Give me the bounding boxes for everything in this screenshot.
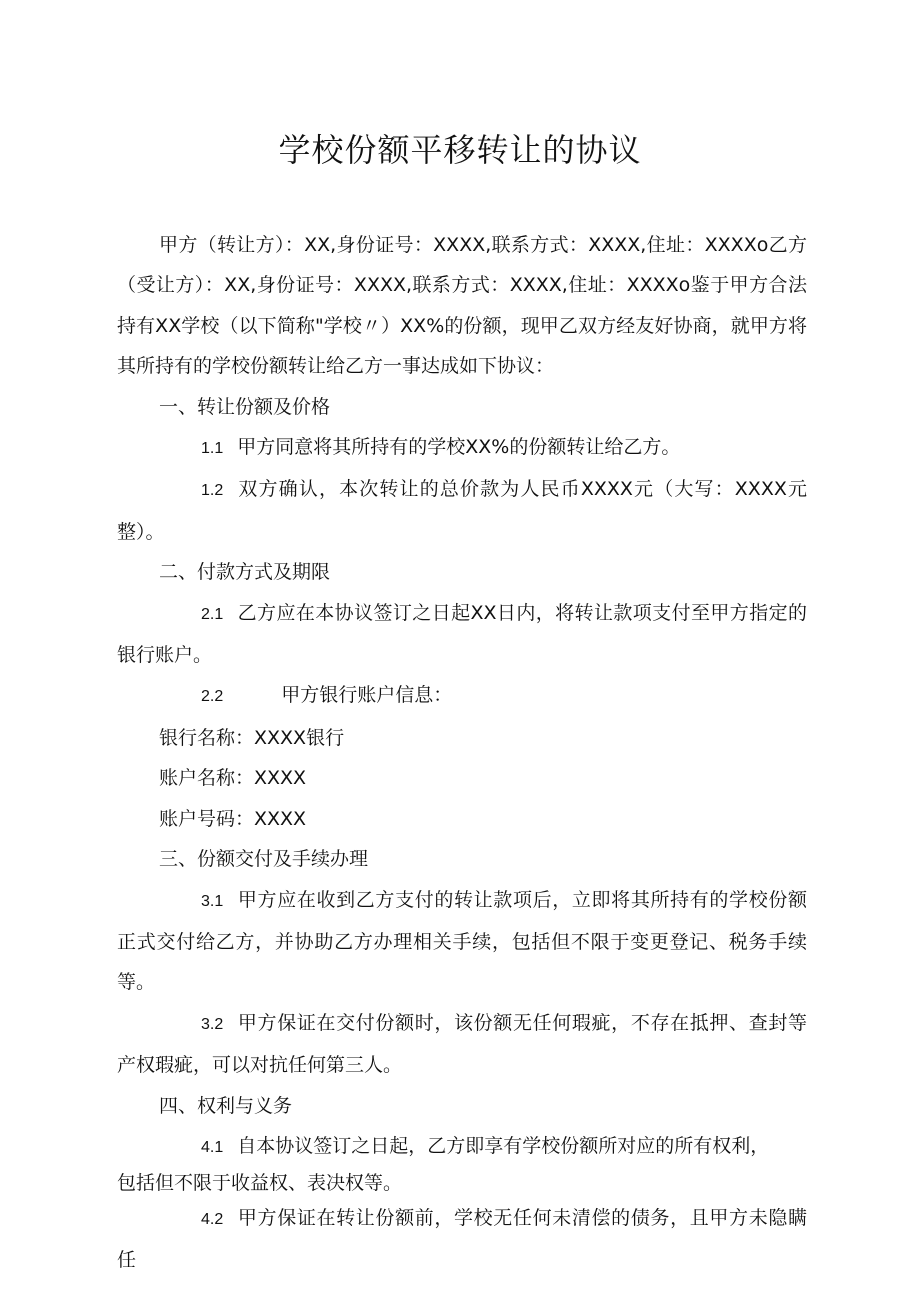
- clause-number: 1.1: [201, 440, 224, 458]
- clause-number: 2.2: [201, 688, 224, 706]
- clause-number: 4.1: [201, 1138, 224, 1156]
- section-heading-4: 四、权利与义务: [159, 1094, 293, 1117]
- clause-number: 3.1: [201, 892, 224, 910]
- clause-number: 2.1: [201, 605, 224, 623]
- clause-text: 乙方应在本协议签订之日起XX日内，将转让款项支付至甲方指定的银行账户。: [117, 601, 807, 667]
- clause-1-1: [117, 427, 807, 469]
- clause-3-1: [117, 880, 807, 1003]
- clause-number: 3.2: [201, 1015, 224, 1033]
- clause-2-2: [117, 675, 807, 717]
- account-number-line: 账户号码：XXXX: [159, 807, 307, 830]
- section-heading-3: 三、份额交付及手续办理: [159, 848, 369, 871]
- account-name-line: 账户名称：XXXX: [159, 767, 307, 790]
- clause-2-1: [117, 593, 807, 676]
- section-heading-2: 二、付款方式及期限: [159, 561, 331, 584]
- document-body: [117, 225, 807, 1281]
- clause-text: 甲方保证在交付份额时，该份额无任何瑕疵，不存在抵押、查封等产权瑕疵，可以对抗任何第三人。: [117, 1011, 807, 1077]
- clause-number: 4.2: [201, 1210, 224, 1228]
- clause-4-2: [117, 1198, 807, 1281]
- clause-text: 自本协议签订之日起，乙方即享有学校份额所对应的所有权利，: [237, 1134, 770, 1157]
- clause-text: 甲方应在收到乙方支付的转让款项后，立即将其所持有的学校份额正式交付给乙方，并协助乙方办理相关手续，包括但不限于变更登记、税务手续等。: [117, 888, 807, 994]
- clause-text: 甲方银行账户信息：: [281, 684, 453, 707]
- clause-text: 双方确认，本次转让的总价款为人民币XXXX元（大写：XXXX元整）。: [117, 478, 807, 543]
- section-heading-1: 一、转让份额及价格: [159, 395, 331, 418]
- intro-paragraph: 甲方（转让方）：XX,身份证号：XXXX,联系方式：XXXX,住址：XXXXo乙方（受让方）：XX,身份证号：XXXX,联系方式：XXXX,住址：XXXXo鉴于甲方合法持有XX学校（以下简称"学校〃）XX%的份额，现甲乙双方经友好协商，就甲方将其所持有的学校份额转让给乙方一事达成如下协议：: [117, 234, 807, 378]
- clause-text: 甲方同意将其所持有的学校XX%的份额转让给乙方。: [237, 436, 681, 459]
- clause-4-1: [117, 1126, 807, 1198]
- clause-text: 甲方保证在转让份额前，学校无任何未清偿的债务，且甲方未隐瞒任: [117, 1206, 807, 1272]
- document-title: 学校份额平移转让的协议: [278, 131, 642, 169]
- clause-3-2: [117, 1003, 807, 1086]
- clause-4-1-line-1: [117, 1126, 807, 1168]
- clause-number: 1.2: [201, 482, 224, 500]
- clause-4-1-line-2: 包括但不限于收益权、表决权等。: [117, 1171, 403, 1194]
- clause-1-2: [117, 469, 807, 552]
- bank-name-line: 银行名称：XXXX银行: [159, 726, 345, 749]
